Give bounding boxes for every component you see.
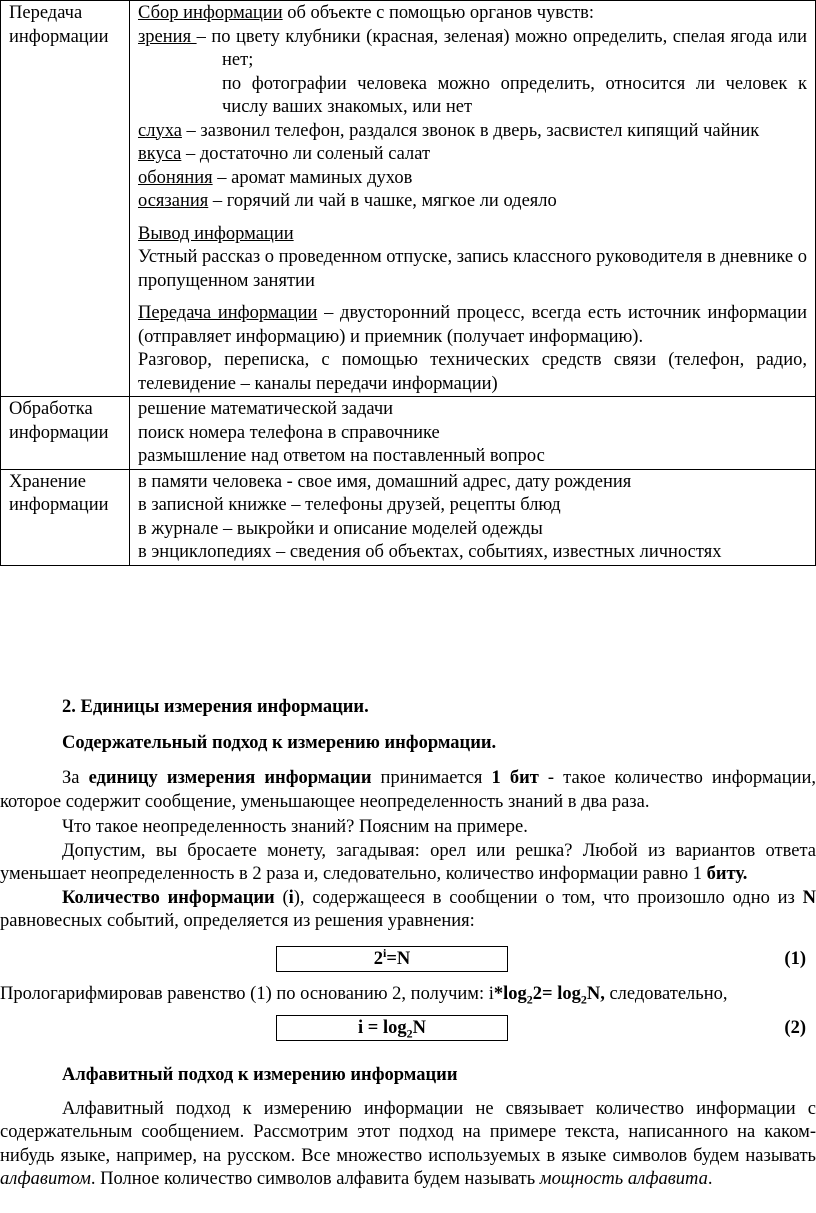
term-alphabet: алфавитом [0, 1169, 91, 1189]
section-subheading: Содержательный подход к измерению информации. [62, 732, 497, 753]
touch-text: – горячий ли чай в чашке, мягкое ли одеяло [208, 191, 557, 211]
smell-text: – аромат маминых духов [212, 167, 413, 188]
text: *log [493, 984, 527, 1004]
f2-sub: 2 [406, 1026, 413, 1041]
formula-2 [0, 1015, 816, 1041]
formula-1-number: (1) [784, 949, 806, 969]
hearing-sense: слуха [138, 120, 182, 141]
row-label: Передача информации [1, 1, 130, 397]
transfer-line-2: Разговор, переписка, с помощью технических средств связи (телефон, радио, телевидение – каналы передачи информации) [138, 350, 807, 394]
collect-line [138, 2, 807, 26]
list-item: решение математической задачи [138, 399, 394, 419]
paragraph-alphabet [0, 1098, 816, 1192]
smell-line [138, 167, 807, 191]
f1-exp: i [383, 945, 387, 960]
alphabet-heading: Алфавитный подход к измерению информации [62, 1065, 458, 1085]
var-n: N [802, 887, 816, 908]
section-body [0, 696, 816, 934]
collect-tail: об объекте с помощью органов чувств: [282, 3, 595, 23]
transfer-title: Передача информации [138, 303, 318, 323]
list-item: поиск номера телефона в справочнике [138, 422, 440, 443]
formula-1-box [276, 946, 508, 972]
list-item: в записной книжке – телефоны друзей, рецепты блюд [138, 495, 561, 515]
paragraph-coin [0, 840, 816, 887]
touch-line [138, 190, 807, 214]
paragraph-log [0, 983, 816, 1007]
row-content [130, 397, 816, 470]
collect-title: Сбор информации [138, 3, 283, 23]
text: принимается [371, 768, 492, 788]
text: следовательно, [604, 984, 728, 1004]
table-row [1, 469, 816, 565]
row-content [130, 469, 816, 565]
sub: 2 [580, 992, 587, 1007]
list-item: размышление над ответом на поставленный вопрос [138, 446, 545, 466]
text: За [62, 768, 89, 788]
taste-line [138, 143, 807, 167]
row-label: Хранение информации [1, 469, 130, 565]
vision-line-2: по фотографии человека можно определить, относится ли человек к числу ваших знакомых, или нет [222, 73, 807, 117]
term-unit: единицу измерения информации [88, 768, 372, 788]
text: - такое количество информации, которое содержит сообщение, уменьшающее неопределенность знаний в два раза. [0, 768, 816, 812]
vision-sense: зрения [138, 26, 197, 47]
paragraph-unit [0, 767, 816, 814]
term-alphabet-power: мощность алфавита [539, 1169, 708, 1189]
section-heading: 2. Единицы измерения информации. [62, 697, 369, 717]
vision-line [138, 26, 807, 73]
text: Прологарифмировав равенство (1) по основанию 2, получим: i [0, 984, 494, 1004]
formula-2-number: (2) [784, 1018, 806, 1038]
taste-sense: вкуса [138, 144, 182, 164]
paragraph-amount [0, 887, 816, 934]
f2-b: N [412, 1018, 426, 1038]
table-row [1, 1, 816, 397]
text: . [707, 1169, 713, 1189]
alphabet-section [0, 1064, 816, 1192]
vision-text: – по цвету клубники (красная, зеленая) можно определить, спелая ягода или нет; [196, 26, 807, 70]
term-bit-2: биту. [706, 864, 748, 884]
f1-base: 2 [373, 949, 383, 969]
f2-a: i = log [358, 1018, 407, 1038]
transfer-text: – двусторонний процесс, всегда есть источник информации (отправляет информацию) и приемник (получает информацию). [138, 303, 807, 347]
taste-text: – достаточно ли соленый салат [181, 144, 431, 164]
text: Допустим, вы бросаете монету, загадывая: орел или решка? Любой из вариантов ответа уменьшает неопределенность в 2 раза и, следовательно, количество информации равно 1 [0, 840, 816, 884]
hearing-text: – зазвонил телефон, раздался звонок в дверь, засвистел кипящий чайник [181, 120, 760, 141]
info-processes-table [0, 0, 816, 566]
text: N, [586, 984, 605, 1004]
row-label: Обработка информации [1, 397, 130, 470]
text: равновесных событий, определяется из решения уравнения: [0, 911, 475, 931]
text: . Полное количество символов алфавита будем называть [90, 1169, 540, 1189]
list-item: в энциклопедиях – сведения об объектах, событиях, известных личностях [138, 542, 722, 562]
formula-1 [0, 946, 816, 972]
smell-sense: обоняния [138, 167, 213, 188]
row-content [130, 1, 816, 397]
f1-rest: =N [386, 949, 411, 969]
table-row [1, 397, 816, 470]
hearing-line [138, 120, 807, 144]
list-item: в памяти человека - свое имя, домашний адрес, дату рождения [138, 471, 632, 492]
log-paragraph [0, 983, 816, 1007]
term-amount: Количество информации [62, 887, 275, 908]
paragraph-question: Что такое неопределенность знаний? Поясним на примере. [62, 817, 528, 837]
text: ), содержащееся в сообщении о том, что произошло одно из [293, 887, 803, 908]
output-text: Устный рассказ о проведенном отпуске, запись классного руководителя в дневнике о пропущенном занятии [138, 247, 807, 291]
transfer-line [138, 302, 807, 349]
formula-2-box [276, 1015, 508, 1041]
output-title: Вывод информации [138, 223, 294, 244]
sub: 2 [526, 992, 533, 1007]
list-item: в журнале – выкройки и описание моделей одежды [138, 518, 543, 539]
text: Алфавитный подход к измерению информации не связывает количество информации с содержательным сообщением. Рассмотрим этот подход на примере текста, написанного на каком-нибудь языке, например, на русском. Все множество используемых в языке символов будем называть [0, 1098, 816, 1166]
term-bit: 1 бит [491, 768, 539, 788]
var-i: i [288, 887, 294, 908]
text: ( [274, 887, 289, 908]
touch-sense: осязания [138, 191, 209, 211]
text: 2= log [532, 984, 581, 1004]
